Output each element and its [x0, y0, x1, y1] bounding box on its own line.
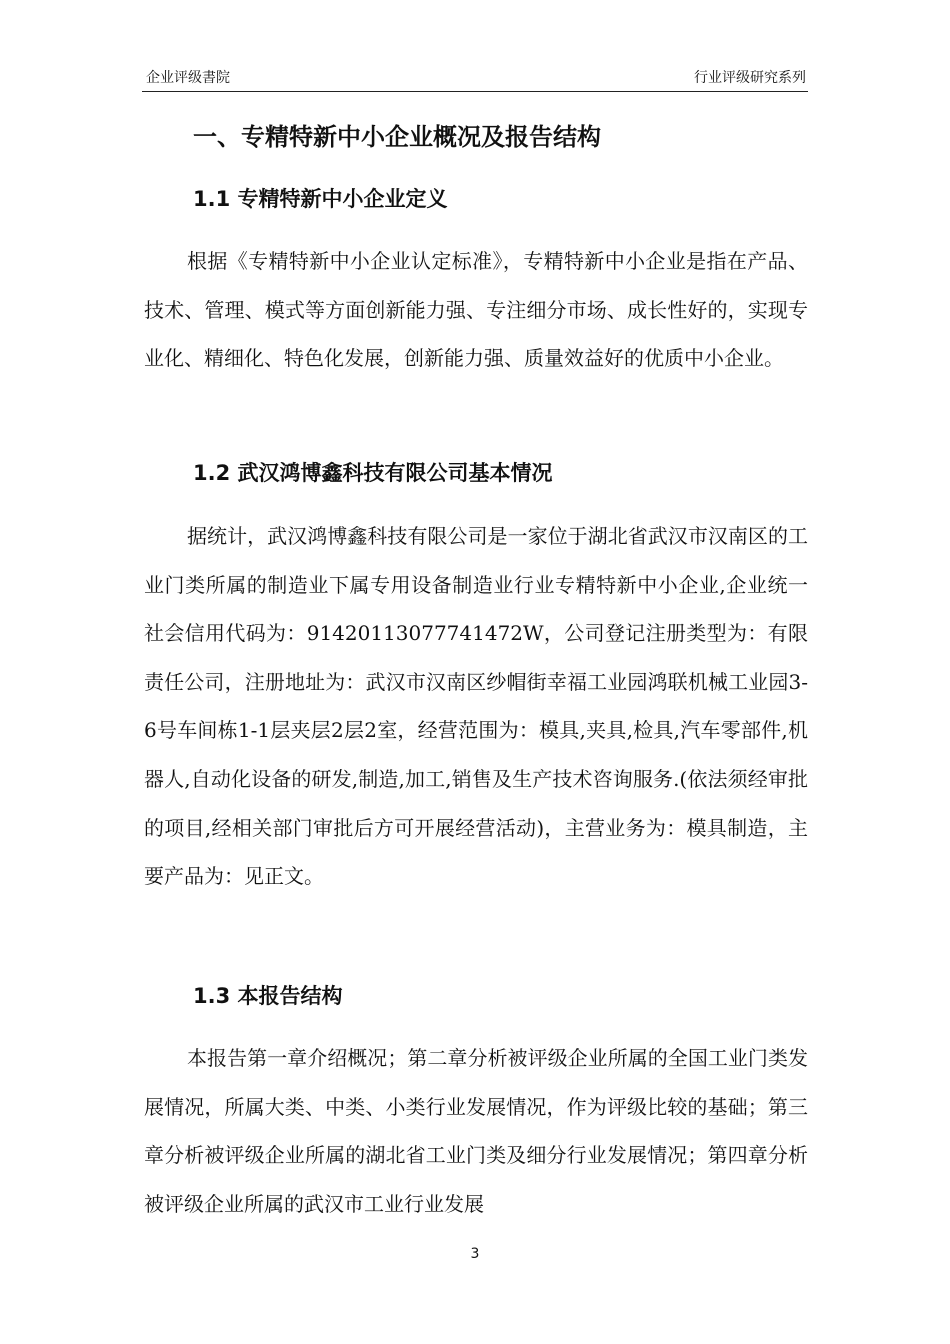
header-divider — [142, 91, 808, 92]
section-paragraph-1-1: 根据《专精特新中小企业认定标准》，专精特新中小企业是指在产品、技术、管理、模式等方面创新能力强、专注细分市场、成长性好的，实现专业化、精细化、特色化发展，创新能力强、质量效益好的优质中小企业。 — [144, 249, 808, 371]
header-left-title: 企业评级書院 — [146, 70, 230, 86]
section-title-1-2: 1.2 武汉鸿博鑫科技有限公司基本情况 — [193, 461, 553, 485]
section-title-1-3: 1.3 本报告结构 — [193, 984, 343, 1008]
section-paragraph-1-2: 据统计，武汉鸿博鑫科技有限公司是一家位于湖北省武汉市汉南区的工业门类所属的制造业下属专用设备制造业行业专精特新中小企业,企业统一社会信用代码为：91420113077741472W，公司登记注册类型为：有限责任公司，注册地址为：武汉市汉南区纱帽街幸福工业园鸿联机械工业园3-6号车间栋1-1层夹层2层2室，经营范围为：模具,夹具,检具,汽车零部件,机器人,自动化设备的研发,制造,加工,销售及生产技术咨询服务.(依法须经审批的项目,经相关部门审批后方可开展经营活动)，主营业务为：模具制造，主要产品为：见正文。 — [144, 524, 808, 889]
section-paragraph-1-3: 本报告第一章介绍概况；第二章分析被评级企业所属的全国工业门类发展情况，所属大类、中类、小类行业发展情况，作为评级比较的基础；第三章分析被评级企业所属的湖北省工业门类及细分行业发展情况；第四章分析被评级企业所属的武汉市工业行业发展 — [144, 1046, 808, 1216]
section-title-1-1: 1.1 专精特新中小企业定义 — [193, 187, 448, 211]
chapter-title: 一、专精特新中小企业概况及报告结构 — [193, 123, 601, 151]
header-right-title: 行业评级研究系列 — [694, 70, 806, 86]
page-number: 3 — [470, 1246, 480, 1262]
